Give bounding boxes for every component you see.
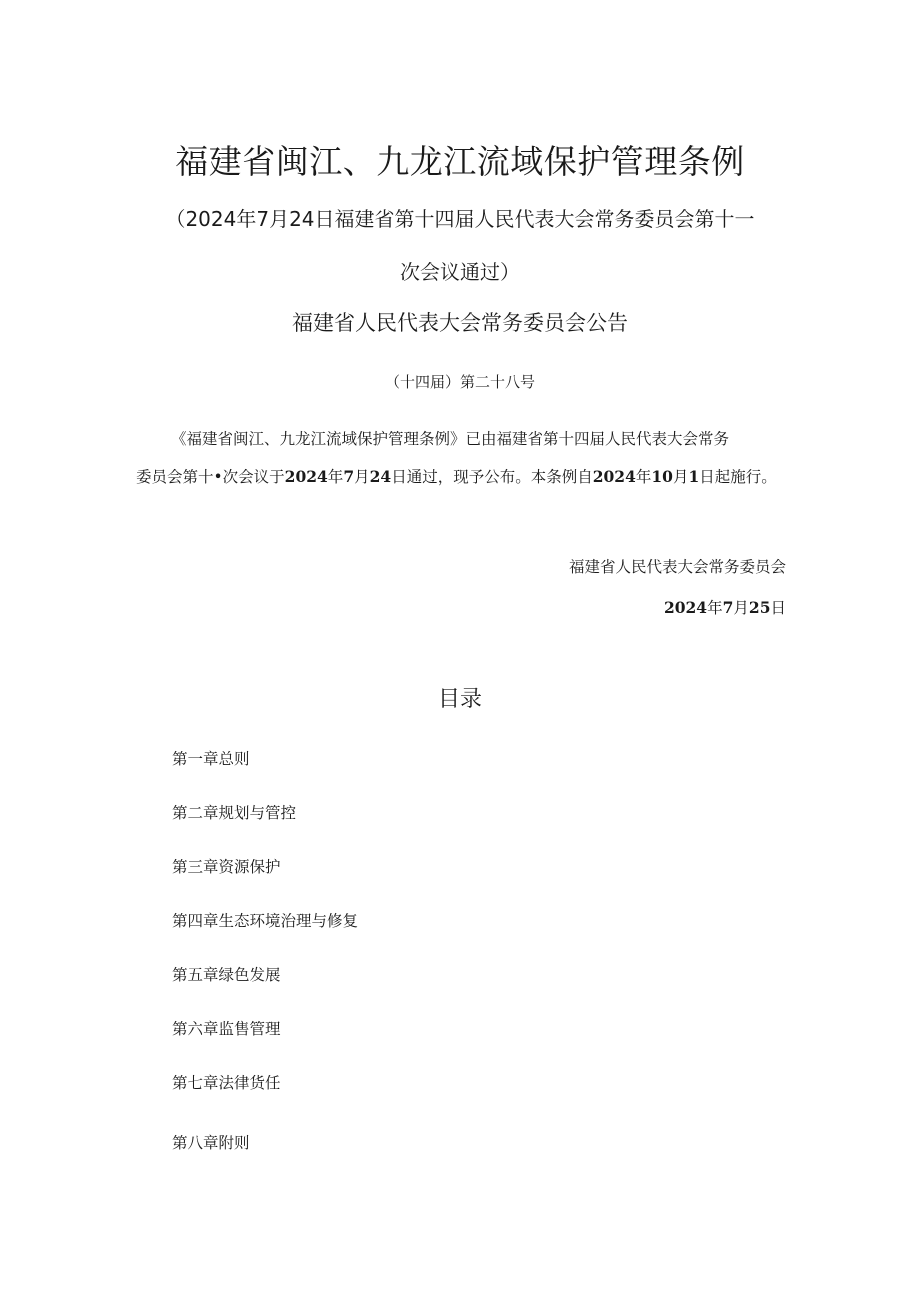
text-segment: 月 (672, 468, 689, 486)
text-segment: 年 (327, 468, 344, 486)
paragraph-line-2 (136, 465, 777, 487)
text-segment: 委员会第十•次会议于 (136, 468, 285, 486)
announcement-title: 福建省人民代表大会常务委员会公告 (292, 311, 628, 335)
effective-day: 1 (688, 467, 700, 486)
text-segment: 年 (635, 468, 652, 486)
signing-date (664, 596, 786, 618)
vote-year: 2024 (284, 467, 328, 486)
toc-item-chapter-8: 第八章附则 (172, 1134, 250, 1152)
toc-title: 目录 (437, 687, 482, 712)
toc-item-chapter-7: 第七章法律货任 (172, 1074, 281, 1092)
date-year-char: 年 (707, 599, 723, 617)
effective-month: 10 (651, 467, 673, 486)
toc-item-chapter-3: 第三章资源保护 (172, 858, 281, 876)
subtitle-line-1: （2024年7月24日福建省第十四届人民代表大会常务委员会第十一 (165, 207, 755, 231)
vote-day: 24 (369, 467, 392, 486)
effective-year: 2024 (592, 467, 636, 486)
text-segment: 月 (354, 468, 370, 486)
date-year: 2024 (663, 598, 708, 617)
signer-organization: 福建省人民代表大会常务委员会 (568, 558, 786, 576)
toc-item-chapter-5: 第五章绿色发展 (172, 966, 281, 984)
date-day: 25 (748, 598, 771, 617)
paragraph-line-1: 《福建省闽江、九龙江流域保护管理条例》已由福建省第十四届人民代表大会常务 (171, 430, 730, 448)
announcement-number: （十四届）第二十八号 (384, 373, 535, 391)
text-segment: 日起施行。 (699, 468, 777, 486)
date-month: 7 (722, 598, 734, 617)
text-segment: 日通过，现予公布。本条例自 (391, 468, 593, 486)
subtitle-line-2: 次会议通过） (400, 260, 520, 284)
vote-month: 7 (343, 467, 355, 486)
date-month-char: 月 (733, 599, 749, 617)
toc-item-chapter-2: 第二章规划与管控 (172, 804, 297, 822)
toc-item-chapter-6: 第六章监售管理 (172, 1020, 281, 1038)
toc-item-chapter-1: 第一章总则 (172, 750, 250, 768)
document-title: 福建省闽江、九龙江流域保护管理条例 (175, 142, 745, 181)
toc-item-chapter-4: 第四章生态环境治理与修复 (172, 912, 359, 930)
date-day-char: 日 (770, 599, 786, 617)
